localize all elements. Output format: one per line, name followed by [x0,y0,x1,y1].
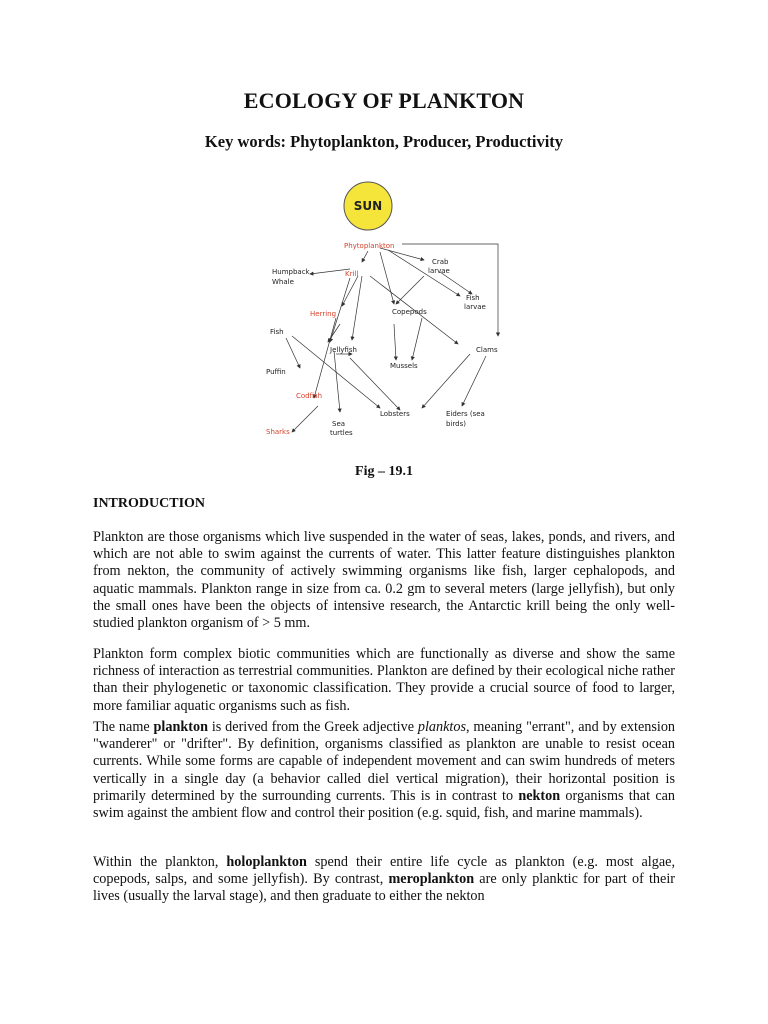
p3-bold-nekton: nekton [518,787,561,804]
node-eiders-1: Eiders (sea [446,410,485,418]
node-copepods: Copepods [392,308,427,316]
paragraph-1: Plankton are those organisms which live suspended in the water of seas, lakes, ponds, and rivers, and which are not able to swim against the currents of water. This latter feature distinguishes plankton from nekton, the community of actively swimming organisms like fish, larger cephalopods, and aquatic mammals. Plankton range in size from ca. 0.2 gm to several meters (large jellyfish), but only the small ones have been the objects of intensive research, the Antarctic krill being the only well-studied plankton organism of > 5 mm. [93,529,675,632]
node-sea-turtles-1: Sea [332,420,346,428]
keywords-line: Key words: Phytoplankton, Producer, Productivity [204,132,564,151]
node-puffin: Puffin [266,368,286,376]
node-eiders-2: birds) [446,420,466,428]
section-heading-introduction: INTRODUCTION [93,496,206,511]
p3-text-g: organisms that can swim against the ambient flow and control their position (e.g. squid, fish, and marine mammals). [93,787,676,822]
p3-bold-plankton: plankton [153,719,208,735]
sun-label: SUN [353,199,383,213]
node-jellyfish: Jellyfish [330,346,357,354]
node-fish: Fish [270,328,284,336]
node-crab-larvae-1: Crab [432,258,449,266]
node-crab-larvae-2: larvae [428,267,450,275]
food-web-diagram [262,176,512,442]
node-sea-turtles-2: turtles [330,429,353,437]
figure-caption: Fig – 19.1 [355,464,413,479]
food-web-arrows [286,244,498,432]
node-fish-larvae-2: larvae [464,303,486,311]
node-clams: Clams [476,346,498,354]
p4-bold-holoplankton: holoplankton [226,854,307,870]
node-codfish: Codfish [296,392,323,400]
node-mussels: Mussels [390,362,418,370]
node-phytoplankton: Phytoplankton [344,242,395,250]
p4-text-e: are only planktic for part of their lives (usually the larval stage), and then graduate to either the nekton [93,871,675,905]
p4-bold-meroplankton: meroplankton [388,871,475,888]
paragraph-4 [93,854,675,906]
node-lobsters: Lobsters [380,410,410,418]
node-herring: Herring [310,310,337,318]
p4-text-a: Within the plankton, [93,854,227,870]
node-sharks: Sharks [266,428,290,436]
paragraph-2: Plankton form complex biotic communities which are functionally as diverse and show the same richness of interaction as terrestrial communities. Plankton are defined by their ecological niche rather than their phylogenetic or taxonomic classification. They provide a crucial source of food to larger, more familiar aquatic organisms such as fish. [93,646,675,714]
p3-italic-planktos: planktos [417,719,466,735]
food-web-svg [262,176,512,442]
p3-text-c: is derived from the Greek adjective [207,719,418,735]
paragraph-3 [93,719,675,822]
node-fish-larvae-1: Fish [466,294,480,302]
p4-text-c: spend their entire life cycle as plankton (e.g. most algae, copepods, salps, and some jellyfish). By contrast, [93,854,675,888]
node-krill: Krill [345,270,359,278]
p3-text-e: , meaning "errant", and by extension "wanderer" or "drifter". By definition, organisms classified as plankton are unable to resist ocean currents. While some forms are capable of independent movement and can swim hundreds of meters vertically in a single day (a behavior called diel vertical migration), their horizontal position is primarily determined by the surrounding currents. This is in contrast to [93,719,676,804]
page-title: ECOLOGY OF PLANKTON [243,88,525,113]
p3-text-a: The name [93,719,154,735]
node-humpback-2: Whale [272,278,294,286]
node-humpback-1: Humpback [272,268,310,276]
